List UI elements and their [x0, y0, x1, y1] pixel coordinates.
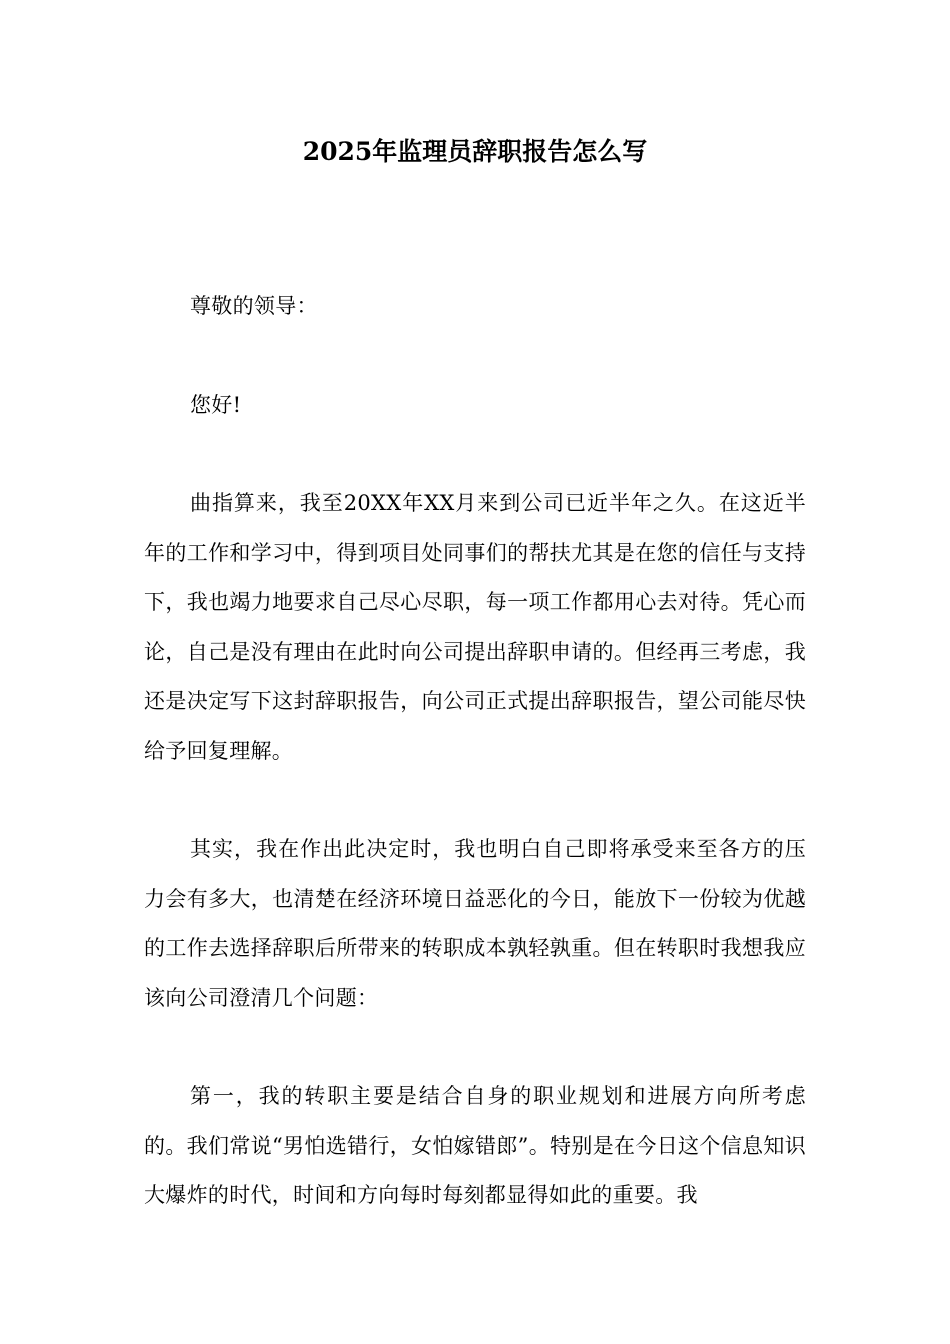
document-title: 2025年监理员辞职报告怎么写	[302, 137, 648, 166]
body-paragraph: 其实，我在作出此决定时，我也明白自己即将承受来至各方的压力会有多大，也清楚在经济环境日益恶化的今日，能放下一份较为优越的工作去选择辞职后所带来的转职成本孰轻孰重。但在转职时我想我应该向公司澄清几个问题：	[144, 837, 806, 1010]
body-paragraph: 第一，我的转职主要是结合自身的职业规划和进展方向所考虑的。我们常说“男怕选错行，女怕嫁错郎”。特别是在今日这个信息知识大爆炸的时代，时间和方向每时每刻都显得如此的重要。我	[144, 1084, 806, 1207]
body-paragraph: 曲指算来，我至20XX年XX月来到公司已近半年之久。在这近半年的工作和学习中，得到项目处同事们的帮扶尤其是在您的信任与支持下，我也竭力地要求自己尽心尽职，每一项工作都用心去对待。凭心而论，自己是没有理由在此时向公司提出辞职申请的。但经再三考虑，我还是决定写下这封辞职报告，向公司正式提出辞职报告，望公司能尽快给予回复理解。	[144, 491, 806, 763]
salutation: 尊敬的领导：	[190, 294, 318, 318]
greeting: 您好!	[190, 393, 242, 417]
